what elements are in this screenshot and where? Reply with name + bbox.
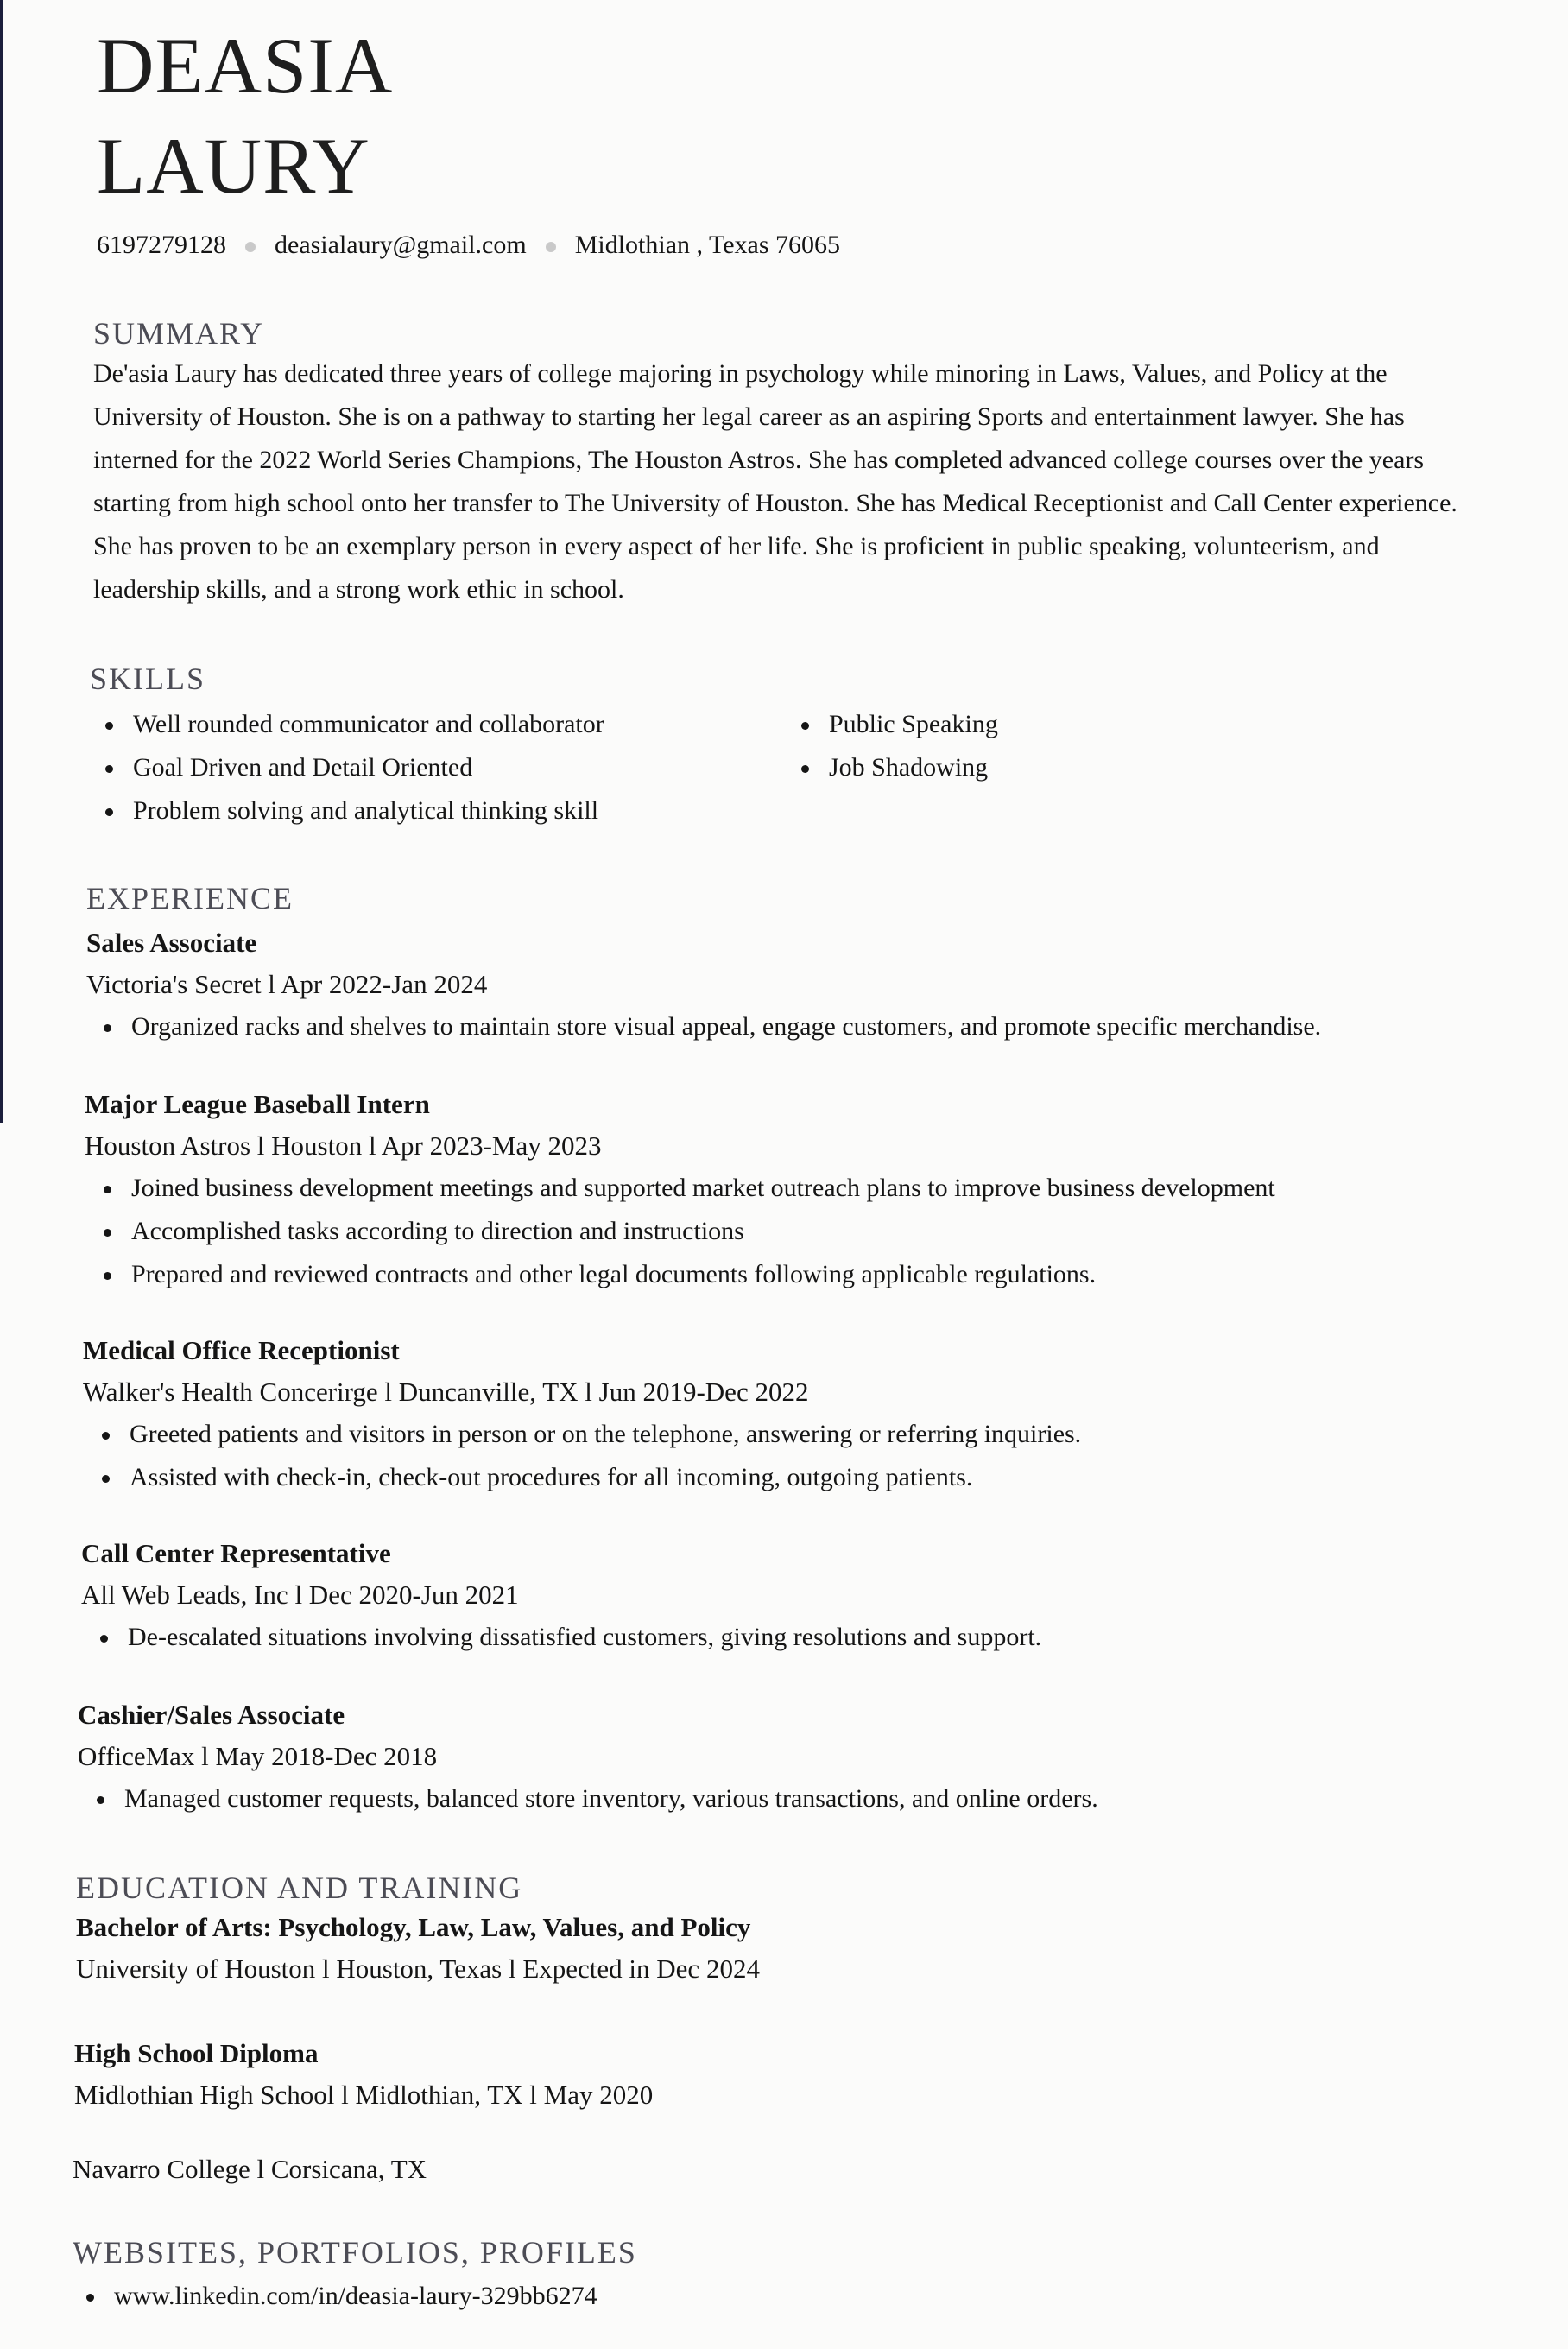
job-entry (81, 1533, 1568, 1659)
experience-heading: EXPERIENCE (86, 881, 294, 915)
last-name: LAURY (97, 122, 370, 210)
skills-section (90, 660, 1568, 825)
websites-heading: WEBSITES, PORTFOLIOS, PROFILES (73, 2235, 637, 2270)
job-entry (86, 922, 1568, 1048)
job-title: Sales Associate (86, 928, 257, 958)
linkedin-link[interactable]: www.linkedin.com/in/deasia-laury-329bb6274 (114, 2275, 1568, 2318)
job-title: Call Center Representative (81, 1538, 391, 1568)
separator-dot (245, 242, 256, 252)
degree-title: High School Diploma (74, 2038, 319, 2068)
summary-heading: SUMMARY (93, 316, 265, 351)
skills-list-right (829, 703, 998, 789)
websites-list (114, 2275, 1568, 2318)
separator-dot (546, 242, 556, 252)
job-entry (78, 1694, 1568, 1820)
skill-item: Goal Driven and Detail Oriented (133, 746, 604, 789)
education-section (76, 1869, 1568, 1990)
email: deasialaury@gmail.com (275, 231, 527, 259)
job-bullets (131, 1167, 1568, 1296)
skill-item: Public Speaking (829, 703, 998, 746)
degree-title: Bachelor of Arts: Psychology, Law, Law, Values, and Policy (76, 1912, 751, 1942)
degree-school: Midlothian High School l Midlothian, TX l May 2020 (74, 2080, 654, 2110)
education-heading: EDUCATION AND TRAINING (76, 1871, 523, 1905)
job-bullet: De-escalated situations involving dissatisfied customers, giving resolutions and support. (128, 1616, 1568, 1659)
phone: 6197279128 (97, 231, 226, 259)
job-bullet: Joined business development meetings and supported market outreach plans to improve business development (131, 1167, 1568, 1210)
first-name: DEASIA (97, 22, 394, 110)
job-bullets (130, 1413, 1568, 1499)
job-bullets (124, 1777, 1568, 1820)
job-employer: OfficeMax l May 2018-Dec 2018 (78, 1741, 438, 1771)
websites-section (73, 2233, 1568, 2318)
degree-school: University of Houston l Houston, Texas l Expected in Dec 2024 (76, 1953, 760, 1984)
education-entry (74, 2033, 1568, 2116)
job-employer: All Web Leads, Inc l Dec 2020-Jun 2021 (81, 1580, 519, 1610)
experience-section (86, 879, 1568, 917)
skills-heading: SKILLS (90, 662, 206, 696)
skill-item: Problem solving and analytical thinking skill (133, 789, 604, 833)
job-bullet: Managed customer requests, balanced store inventory, various transactions, and online orders. (124, 1777, 1568, 1820)
skill-item: Job Shadowing (829, 746, 998, 789)
job-bullet: Greeted patients and visitors in person or on the telephone, answering or referring inquiries. (130, 1413, 1568, 1456)
job-bullet: Organized racks and shelves to maintain store visual appeal, engage customers, and promote specific merchandise. (131, 1005, 1568, 1048)
job-bullet: Prepared and reviewed contracts and other legal documents following applicable regulations. (131, 1253, 1568, 1296)
job-employer: Walker's Health Concerirge l Duncanville, TX l Jun 2019-Dec 2022 (83, 1377, 809, 1407)
job-bullets (128, 1616, 1568, 1659)
education-entry (73, 2149, 1568, 2190)
summary-section (93, 314, 1568, 611)
contact-line (97, 228, 840, 263)
skills-list-left (133, 703, 604, 833)
job-title: Medical Office Receptionist (83, 1335, 400, 1365)
job-title: Cashier/Sales Associate (78, 1700, 345, 1730)
skill-item: Well rounded communicator and collaborator (133, 703, 604, 746)
summary-text: De'asia Laury has dedicated three years of college majoring in psychology while minoring in Laws, Values, and Policy at the University of Houston. She is on a pathway to starting her legal career as an aspiring Sports and entertainment lawyer. She has interned for the 2022 World Series Champions, The Houston Astros. She has completed advanced college courses over the years starting from high school onto her transfer to The University of Houston. She has Medical Receptionist and Call Center experience. She has proven to be an exemplary person in every aspect of her life. She is proficient in public speaking, volunteerism, and leadership skills, and a strong work ethic in school. (93, 359, 1457, 604)
job-entry (85, 1084, 1568, 1296)
location: Midlothian , Texas 76065 (574, 231, 841, 259)
job-entry (83, 1330, 1568, 1499)
job-employer: Victoria's Secret l Apr 2022-Jan 2024 (86, 969, 488, 999)
job-employer: Houston Astros l Houston l Apr 2023-May 2023 (85, 1130, 602, 1161)
candidate-name (97, 16, 393, 216)
job-title: Major League Baseball Intern (85, 1089, 430, 1119)
degree-school: Navarro College l Corsicana, TX (73, 2154, 427, 2184)
job-bullet: Assisted with check-in, check-out procedures for all incoming, outgoing patients. (130, 1456, 1568, 1499)
job-bullet: Accomplished tasks according to direction and instructions (131, 1210, 1568, 1253)
job-bullets (131, 1005, 1568, 1048)
scan-edge (0, 0, 3, 1123)
